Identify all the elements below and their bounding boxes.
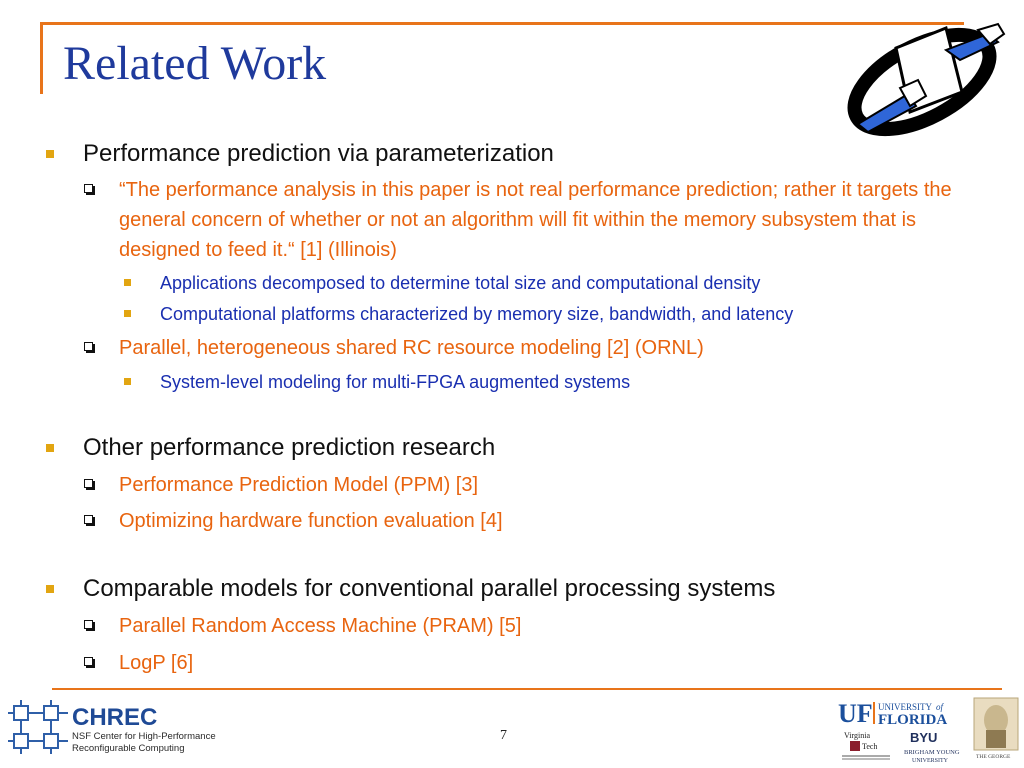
hollow-bullet-marker [84, 515, 93, 524]
list-item [84, 470, 979, 500]
bullet-text: Optimizing hardware function evaluation [4] [119, 510, 503, 532]
vt-label-2: Tech [862, 742, 878, 751]
uf-logo [838, 699, 947, 728]
bullet-marker [46, 585, 54, 593]
footer-divider [52, 688, 1002, 690]
bullet-text: Performance Prediction Model (PPM) [3] [119, 474, 479, 496]
vt-label-1: Virginia [844, 731, 871, 740]
bullet-text: “The performance analysis in this paper is not real performance prediction; rather it targets the general concern of whether or not an algorithm will fit within the memory subsystem that is designed to feed it.“ [1] (Illinois) [119, 179, 952, 261]
university-logos [836, 696, 1022, 766]
uf-university-label: UNIVERSITY [878, 702, 932, 712]
bullet-text: Applications decomposed to determine total size and computational density [160, 273, 761, 293]
hollow-bullet-marker [84, 620, 93, 629]
chrec-tagline-1: NSF Center for High-Performance [72, 731, 216, 742]
list-item [124, 370, 1010, 394]
uf-florida-label: FLORIDA [878, 712, 948, 728]
byu-subtitle: UNIVERSITY [912, 758, 948, 764]
list-item [46, 575, 963, 603]
slide-title: Related Work [63, 37, 327, 90]
hollow-bullet-marker [84, 657, 93, 666]
vt-logo [842, 731, 890, 759]
byu-logo [904, 730, 960, 764]
list-item [124, 302, 1010, 326]
bullet-marker [46, 444, 54, 452]
list-item [84, 333, 979, 363]
bullet-marker [46, 150, 54, 158]
byu-name: BRIGHAM YOUNG [904, 749, 960, 756]
bullet-text: Comparable models for conventional parallel processing systems [83, 575, 776, 602]
chrec-logo [8, 700, 223, 756]
list-item [84, 648, 979, 678]
uf-mark: UF [838, 699, 873, 728]
list-item [46, 140, 953, 168]
list-item [84, 611, 979, 641]
hollow-bullet-marker [84, 479, 93, 488]
bullet-text: Parallel Random Access Machine (PRAM) [5] [119, 615, 522, 637]
bullet-text: Other performance prediction research [83, 434, 496, 461]
chrec-tagline-2: Reconfigurable Computing [72, 743, 185, 754]
bullet-text: System-level modeling for multi-FPGA augmented systems [160, 372, 631, 392]
list-item [46, 434, 953, 462]
gwu-label: THE GEORGE [976, 754, 1011, 760]
bullet-marker [124, 279, 131, 286]
gwu-logo [974, 698, 1018, 760]
list-item [84, 506, 979, 536]
bullet-text: Performance prediction via parameterization [83, 140, 554, 167]
bullet-marker [124, 378, 131, 385]
uf-of-label: of [936, 702, 944, 712]
byu-mark: BYU [910, 730, 938, 745]
bullet-text: Computational platforms characterized by memory size, bandwidth, and latency [160, 304, 794, 324]
chrec-wordmark: CHREC [72, 704, 158, 731]
list-item [124, 271, 1010, 295]
bullet-marker [124, 310, 131, 317]
page-number: 7 [500, 728, 507, 743]
bullet-text: Parallel, heterogeneous shared RC resource modeling [2] (ORNL) [119, 337, 704, 359]
hollow-bullet-marker [84, 342, 93, 351]
list-item [84, 175, 979, 265]
bullet-text: LogP [6] [119, 652, 194, 674]
hollow-bullet-marker [84, 184, 93, 193]
